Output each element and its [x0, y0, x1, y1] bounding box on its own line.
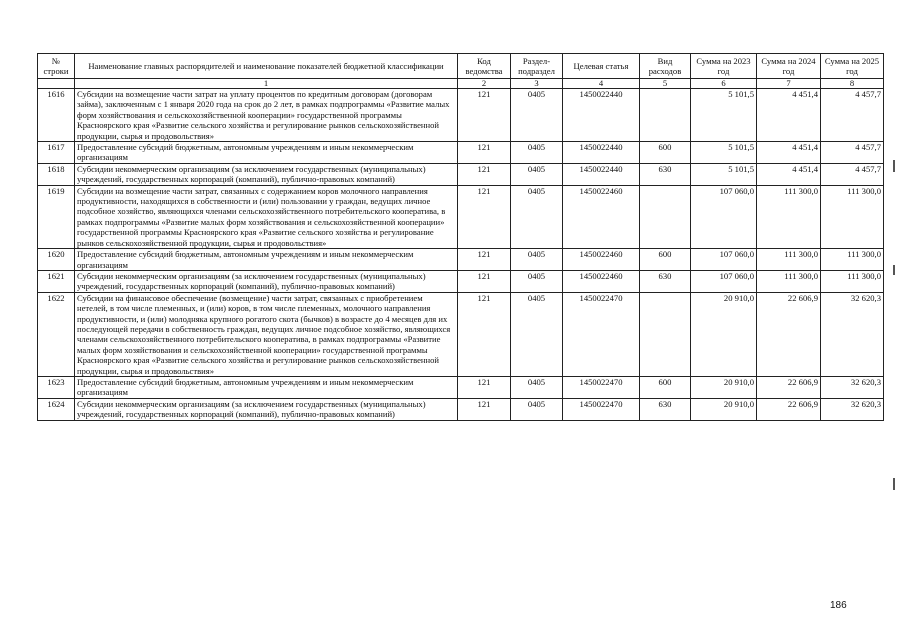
row-sum-2025: 4 457,7 — [821, 142, 884, 164]
row-number: 1620 — [38, 249, 75, 271]
row-section: 0405 — [511, 163, 563, 185]
row-sum-2025: 32 620,3 — [821, 292, 884, 376]
row-sum-2023: 20 910,0 — [691, 398, 757, 420]
column-number: 4 — [563, 79, 640, 89]
row-target-item: 1450022440 — [563, 89, 640, 142]
row-target-item: 1450022460 — [563, 185, 640, 248]
header-target-item: Целевая статья — [563, 54, 640, 79]
page-number: 186 — [830, 600, 847, 611]
row-department-code: 121 — [458, 249, 511, 271]
row-expense-type: 630 — [640, 163, 691, 185]
row-department-code: 121 — [458, 398, 511, 420]
table-row — [38, 292, 884, 376]
row-section: 0405 — [511, 270, 563, 292]
row-sum-2023: 5 101,5 — [691, 163, 757, 185]
row-expense-type: 600 — [640, 249, 691, 271]
row-sum-2025: 4 457,7 — [821, 163, 884, 185]
column-number: 5 — [640, 79, 691, 89]
column-number: 6 — [691, 79, 757, 89]
row-sum-2024: 4 451,4 — [757, 163, 821, 185]
row-sum-2024: 111 300,0 — [757, 185, 821, 248]
row-sum-2023: 20 910,0 — [691, 376, 757, 398]
row-section: 0405 — [511, 89, 563, 142]
row-number: 1618 — [38, 163, 75, 185]
row-target-item: 1450022470 — [563, 292, 640, 376]
row-section: 0405 — [511, 398, 563, 420]
table-row — [38, 398, 884, 420]
row-sum-2023: 20 910,0 — [691, 292, 757, 376]
row-sum-2023: 5 101,5 — [691, 89, 757, 142]
column-number-row — [38, 79, 884, 89]
table-row — [38, 142, 884, 164]
row-department-code: 121 — [458, 185, 511, 248]
column-number: 3 — [511, 79, 563, 89]
row-department-code: 121 — [458, 163, 511, 185]
row-sum-2025: 111 300,0 — [821, 270, 884, 292]
row-section: 0405 — [511, 376, 563, 398]
row-sum-2023: 107 060,0 — [691, 249, 757, 271]
column-number: 1 — [75, 79, 458, 89]
row-sum-2024: 4 451,4 — [757, 142, 821, 164]
row-name: Субсидии на возмещение части затрат, связанных с содержанием коров молочного направления продуктивности, находящихся в собственности и (или) пользовании у граждан, ведущих личное подсобное хозяйство, являющихся членами сельскохозяйственного потребительского кооператива, в рамках подпрограммы «Развитие малых форм хозяйствования и сельскохозяйственной кооперации» государственной программы Красноярского края «Развитие сельского хозяйства и регулирование рынков сельскохозяйственной продукции, сырья и продовольствия» — [75, 185, 458, 248]
row-target-item: 1450022440 — [563, 163, 640, 185]
row-number: 1623 — [38, 376, 75, 398]
row-sum-2025: 32 620,3 — [821, 376, 884, 398]
row-sum-2023: 107 060,0 — [691, 185, 757, 248]
row-expense-type: 630 — [640, 398, 691, 420]
row-sum-2025: 32 620,3 — [821, 398, 884, 420]
row-department-code: 121 — [458, 270, 511, 292]
column-number: 2 — [458, 79, 511, 89]
header-row — [38, 54, 884, 79]
budget-table — [37, 53, 884, 421]
row-department-code: 121 — [458, 376, 511, 398]
row-target-item: 1450022460 — [563, 249, 640, 271]
row-target-item: 1450022440 — [563, 142, 640, 164]
row-department-code: 121 — [458, 142, 511, 164]
row-sum-2025: 111 300,0 — [821, 249, 884, 271]
row-expense-type: 600 — [640, 142, 691, 164]
row-sum-2025: 111 300,0 — [821, 185, 884, 248]
row-number: 1617 — [38, 142, 75, 164]
header-sum-2025: Сумма на 2025 год — [821, 54, 884, 79]
row-name: Предоставление субсидий бюджетным, автономным учреждениям и иным некоммерческим организациям — [75, 142, 458, 164]
row-name: Субсидии на возмещение части затрат на уплату процентов по кредитным договорам (договорам займа), заключенным с 1 января 2020 года на срок до 2 лет, в рамках подпрограммы «Развитие малых форм хозяйствования и сельскохозяйственной кооперации» государственной программы Красноярского края «Развитие сельского хозяйства и регулирование рынков сельскохозяйственной продукции, сырья и продовольствия» — [75, 89, 458, 142]
row-name: Предоставление субсидий бюджетным, автономным учреждениям и иным некоммерческим организациям — [75, 249, 458, 271]
header-section: Раздел-подраздел — [511, 54, 563, 79]
row-target-item: 1450022460 — [563, 270, 640, 292]
row-name: Субсидии некоммерческим организациям (за исключением государственных (муниципальных) учреждений, государственных корпораций (компаний), публично-правовых компаний) — [75, 398, 458, 420]
column-number: 7 — [757, 79, 821, 89]
scan-edge-mark — [893, 478, 895, 490]
row-section: 0405 — [511, 142, 563, 164]
row-number: 1616 — [38, 89, 75, 142]
row-sum-2023: 107 060,0 — [691, 270, 757, 292]
row-section: 0405 — [511, 292, 563, 376]
row-sum-2024: 22 606,9 — [757, 292, 821, 376]
scan-edge-mark — [893, 265, 895, 275]
header-sum-2024: Сумма на 2024 год — [757, 54, 821, 79]
row-expense-type: 630 — [640, 270, 691, 292]
table-row — [38, 249, 884, 271]
table-row — [38, 376, 884, 398]
row-sum-2024: 111 300,0 — [757, 249, 821, 271]
row-target-item: 1450022470 — [563, 398, 640, 420]
row-section: 0405 — [511, 249, 563, 271]
row-sum-2023: 5 101,5 — [691, 142, 757, 164]
row-expense-type — [640, 185, 691, 248]
row-name: Субсидии на финансовое обеспечение (возмещение) части затрат, связанных с приобретением нетелей, в том числе племенных, и (или) коров, в том числе племенных, молочного направления продуктивности, и (или) молодняка крупного рогатого скота (бычков) в возрасте до 4 месяцев для их последующей передачи в собственность граждан, ведущих личное подсобное хозяйство, являющихся членами сельскохозяйственного потребительского кооператива, в рамках подпрограммы «Развитие малых форм хозяйствования и сельскохозяйственной кооперации» государственной программы Красноярского края «Развитие сельского хозяйства и регулирование рынков сельскохозяйственной продукции, сырья и продовольствия» — [75, 292, 458, 376]
scan-edge-mark — [893, 160, 895, 172]
header-sum-2023: Сумма на 2023 год — [691, 54, 757, 79]
row-sum-2024: 111 300,0 — [757, 270, 821, 292]
row-target-item: 1450022470 — [563, 376, 640, 398]
row-expense-type — [640, 292, 691, 376]
row-sum-2024: 22 606,9 — [757, 376, 821, 398]
row-department-code: 121 — [458, 89, 511, 142]
row-department-code: 121 — [458, 292, 511, 376]
row-name: Субсидии некоммерческим организациям (за исключением государственных (муниципальных) учреждений, государственных корпораций (компаний), публично-правовых компаний) — [75, 270, 458, 292]
row-name: Предоставление субсидий бюджетным, автономным учреждениям и иным некоммерческим организациям — [75, 376, 458, 398]
table-row — [38, 185, 884, 248]
table-row — [38, 270, 884, 292]
table-row — [38, 89, 884, 142]
header-name: Наименование главных распорядителей и наименование показателей бюджетной классификации — [75, 54, 458, 79]
row-number: 1622 — [38, 292, 75, 376]
row-sum-2024: 4 451,4 — [757, 89, 821, 142]
row-number: 1619 — [38, 185, 75, 248]
row-number: 1624 — [38, 398, 75, 420]
column-number — [38, 79, 75, 89]
header-row-number: № строки — [38, 54, 75, 79]
header-expense-type: Вид расходов — [640, 54, 691, 79]
header-department-code: Код ведомства — [458, 54, 511, 79]
row-name: Субсидии некоммерческим организациям (за исключением государственных (муниципальных) учреждений, государственных корпораций (компаний), публично-правовых компаний) — [75, 163, 458, 185]
row-section: 0405 — [511, 185, 563, 248]
row-sum-2025: 4 457,7 — [821, 89, 884, 142]
row-expense-type — [640, 89, 691, 142]
row-sum-2024: 22 606,9 — [757, 398, 821, 420]
row-number: 1621 — [38, 270, 75, 292]
column-number: 8 — [821, 79, 884, 89]
row-expense-type: 600 — [640, 376, 691, 398]
table-row — [38, 163, 884, 185]
